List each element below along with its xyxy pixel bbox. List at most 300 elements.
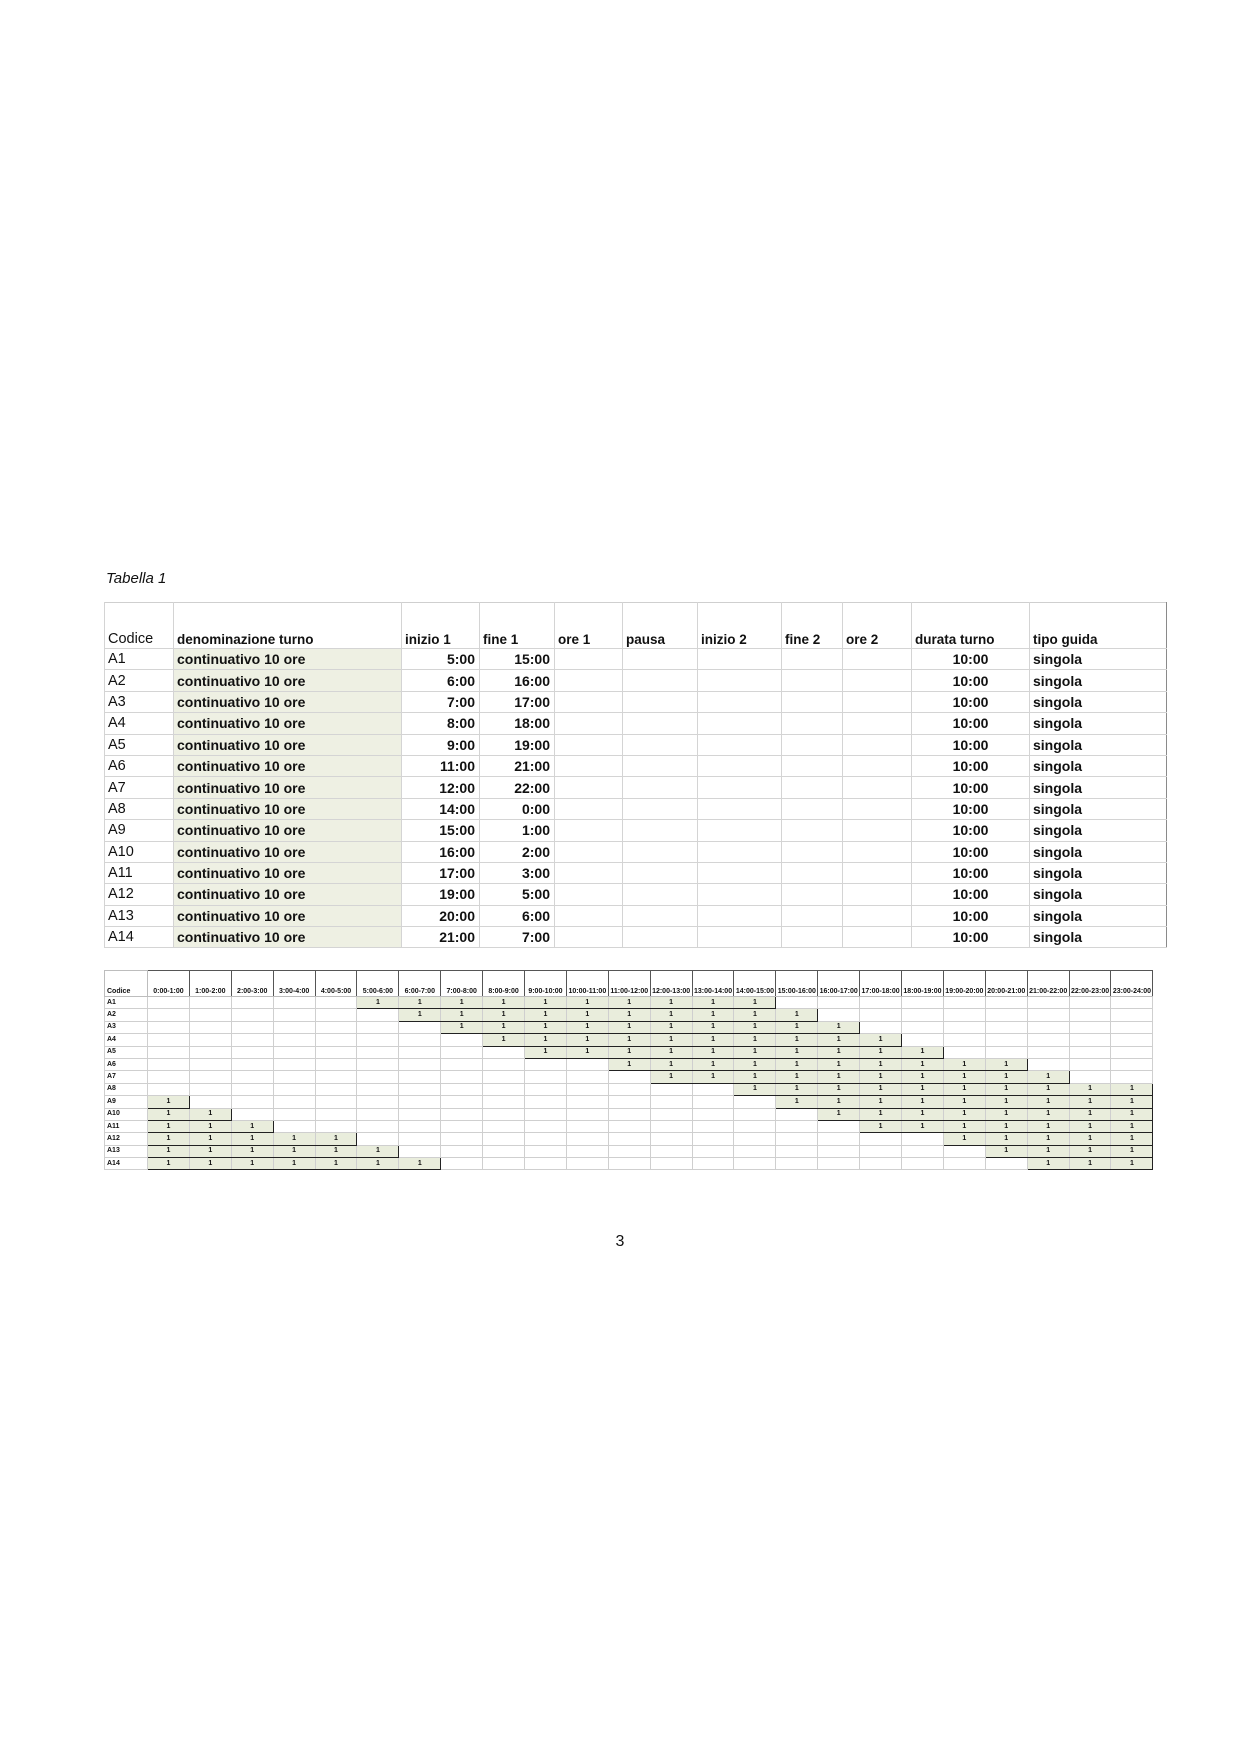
table-cell: A2 xyxy=(105,670,174,691)
table-cell: 17:00 xyxy=(402,862,480,883)
table-cell xyxy=(555,884,623,905)
table-cell: 10:00 xyxy=(912,884,1030,905)
hour-cell xyxy=(943,1009,985,1021)
hour-mark-cell: 1 xyxy=(860,1071,902,1083)
table-cell: A9 xyxy=(105,820,174,841)
hour-cell xyxy=(943,1034,985,1046)
hour-cell xyxy=(273,1083,315,1095)
header-cell: ore 1 xyxy=(555,603,623,649)
hour-cell xyxy=(608,1158,650,1170)
table-cell xyxy=(698,734,782,755)
table-cell: singola xyxy=(1030,884,1167,905)
hour-mark-cell: 1 xyxy=(985,1096,1027,1108)
hour-cell xyxy=(525,1108,567,1120)
hour-mark-cell: 1 xyxy=(818,1108,860,1120)
hour-header: 8:00-9:00 xyxy=(483,971,525,997)
hour-mark-cell: 1 xyxy=(1027,1145,1069,1157)
hour-cell xyxy=(148,997,190,1009)
hour-cell xyxy=(357,1083,399,1095)
hour-cell xyxy=(902,1133,944,1145)
hour-cell xyxy=(943,997,985,1009)
table-cell: continuativo 10 ore xyxy=(174,713,402,734)
table-cell: 2:00 xyxy=(480,841,555,862)
shift-table xyxy=(104,602,1167,948)
hour-mark-cell: 1 xyxy=(860,1083,902,1095)
table-cell xyxy=(623,841,698,862)
hour-header: 15:00-16:00 xyxy=(776,971,818,997)
table-cell xyxy=(555,691,623,712)
table-cell xyxy=(555,862,623,883)
table-cell xyxy=(843,905,912,926)
hour-mark-cell: 1 xyxy=(1069,1120,1111,1132)
hour-mark-cell: 1 xyxy=(1027,1133,1069,1145)
hour-cell xyxy=(566,1120,608,1132)
hour-cell xyxy=(734,1158,776,1170)
table-row xyxy=(105,691,1167,712)
hour-cell xyxy=(608,1120,650,1132)
hour-header: 12:00-13:00 xyxy=(650,971,692,997)
table-cell: 16:00 xyxy=(402,841,480,862)
table-cell: continuativo 10 ore xyxy=(174,905,402,926)
hour-header: 3:00-4:00 xyxy=(273,971,315,997)
hour-mark-cell: 1 xyxy=(483,997,525,1009)
hour-cell xyxy=(776,1108,818,1120)
hour-mark-cell: 1 xyxy=(357,997,399,1009)
hour-cell xyxy=(692,1096,734,1108)
hour-cell xyxy=(315,1021,357,1033)
table-cell: 17:00 xyxy=(480,691,555,712)
hour-cell xyxy=(189,1058,231,1070)
hour-cell xyxy=(441,1108,483,1120)
hour-cell xyxy=(315,997,357,1009)
hour-mark-cell: 1 xyxy=(315,1133,357,1145)
coverage-header-row xyxy=(105,971,1153,997)
hour-cell xyxy=(818,1009,860,1021)
hour-header: 2:00-3:00 xyxy=(231,971,273,997)
hour-mark-cell: 1 xyxy=(860,1046,902,1058)
hour-cell xyxy=(608,1145,650,1157)
hour-mark-cell: 1 xyxy=(650,1009,692,1021)
hour-cell xyxy=(273,1021,315,1033)
hour-mark-cell: 1 xyxy=(399,1158,441,1170)
hour-cell xyxy=(399,1083,441,1095)
table-cell xyxy=(782,927,843,948)
hour-mark-cell: 1 xyxy=(650,997,692,1009)
hour-cell xyxy=(985,1009,1027,1021)
hour-mark-cell: 1 xyxy=(231,1133,273,1145)
hour-cell xyxy=(1027,1034,1069,1046)
coverage-row xyxy=(105,1009,1153,1021)
table-cell: 10:00 xyxy=(912,905,1030,926)
hour-cell xyxy=(1111,997,1153,1009)
table-cell xyxy=(843,670,912,691)
hour-mark-cell: 1 xyxy=(566,1009,608,1021)
hour-cell xyxy=(399,1046,441,1058)
hour-cell xyxy=(566,1083,608,1095)
table-cell: 10:00 xyxy=(912,862,1030,883)
hour-mark-cell: 1 xyxy=(734,1034,776,1046)
hour-cell xyxy=(902,1158,944,1170)
hour-mark-cell: 1 xyxy=(1111,1158,1153,1170)
hour-mark-cell: 1 xyxy=(273,1133,315,1145)
row-code: A5 xyxy=(105,1046,148,1058)
hour-mark-cell: 1 xyxy=(1069,1145,1111,1157)
hour-cell xyxy=(1027,1058,1069,1070)
hour-header: 1:00-2:00 xyxy=(189,971,231,997)
hour-mark-cell: 1 xyxy=(566,1034,608,1046)
hour-cell xyxy=(399,1133,441,1145)
hour-cell xyxy=(399,1071,441,1083)
hour-cell xyxy=(734,1145,776,1157)
hour-mark-cell: 1 xyxy=(148,1096,190,1108)
hour-cell xyxy=(566,1133,608,1145)
row-code: A6 xyxy=(105,1058,148,1070)
row-code: A14 xyxy=(105,1158,148,1170)
table-cell xyxy=(555,820,623,841)
table-cell: 6:00 xyxy=(480,905,555,926)
coverage-row xyxy=(105,997,1153,1009)
table-cell xyxy=(555,841,623,862)
hour-cell xyxy=(692,1083,734,1095)
table-cell xyxy=(698,755,782,776)
table-cell: singola xyxy=(1030,777,1167,798)
hour-cell xyxy=(608,1133,650,1145)
table-cell xyxy=(555,734,623,755)
hour-cell xyxy=(566,1058,608,1070)
table-cell: 10:00 xyxy=(912,649,1030,670)
table-cell xyxy=(843,734,912,755)
hour-mark-cell: 1 xyxy=(566,1021,608,1033)
coverage-row xyxy=(105,1133,1153,1145)
table-cell xyxy=(698,777,782,798)
table-cell: A12 xyxy=(105,884,174,905)
table-row xyxy=(105,798,1167,819)
hour-cell xyxy=(650,1083,692,1095)
hour-mark-cell: 1 xyxy=(985,1071,1027,1083)
table-cell xyxy=(623,927,698,948)
table-cell xyxy=(698,927,782,948)
hour-cell xyxy=(231,1046,273,1058)
hour-header: 23:00-24:00 xyxy=(1111,971,1153,997)
table-cell: 10:00 xyxy=(912,777,1030,798)
hour-cell xyxy=(818,1145,860,1157)
table-row xyxy=(105,905,1167,926)
hour-mark-cell: 1 xyxy=(273,1145,315,1157)
hour-cell xyxy=(608,1108,650,1120)
hour-cell xyxy=(692,1145,734,1157)
table-cell: 19:00 xyxy=(402,884,480,905)
table-cell: A8 xyxy=(105,798,174,819)
table-cell: 10:00 xyxy=(912,670,1030,691)
table-cell: 11:00 xyxy=(402,755,480,776)
header-cell: tipo guida xyxy=(1030,603,1167,649)
hour-cell xyxy=(985,1158,1027,1170)
hour-mark-cell: 1 xyxy=(902,1096,944,1108)
table-cell: singola xyxy=(1030,649,1167,670)
hour-cell xyxy=(608,1096,650,1108)
hour-mark-cell: 1 xyxy=(1069,1108,1111,1120)
code-header: Codice xyxy=(105,971,148,997)
hour-cell xyxy=(148,1034,190,1046)
hour-mark-cell: 1 xyxy=(943,1120,985,1132)
row-code: A10 xyxy=(105,1108,148,1120)
hour-cell xyxy=(441,1071,483,1083)
hour-cell xyxy=(441,1034,483,1046)
hour-mark-cell: 1 xyxy=(692,1058,734,1070)
hour-cell xyxy=(441,1145,483,1157)
hour-mark-cell: 1 xyxy=(818,1071,860,1083)
hour-header: 0:00-1:00 xyxy=(148,971,190,997)
hour-mark-cell: 1 xyxy=(148,1145,190,1157)
hour-mark-cell: 1 xyxy=(902,1120,944,1132)
hour-cell xyxy=(650,1158,692,1170)
hour-mark-cell: 1 xyxy=(776,1046,818,1058)
hour-mark-cell: 1 xyxy=(315,1145,357,1157)
hour-mark-cell: 1 xyxy=(1111,1108,1153,1120)
table-cell: 18:00 xyxy=(480,713,555,734)
hour-mark-cell: 1 xyxy=(483,1021,525,1033)
hour-cell xyxy=(231,1071,273,1083)
hour-cell xyxy=(650,1096,692,1108)
hour-mark-cell: 1 xyxy=(776,1009,818,1021)
hour-cell xyxy=(189,1096,231,1108)
hour-mark-cell: 1 xyxy=(650,1071,692,1083)
table-cell xyxy=(782,905,843,926)
hour-header: 18:00-19:00 xyxy=(902,971,944,997)
table-row xyxy=(105,841,1167,862)
hour-header: 13:00-14:00 xyxy=(692,971,734,997)
coverage-row xyxy=(105,1158,1153,1170)
hour-mark-cell: 1 xyxy=(860,1058,902,1070)
table-cell xyxy=(698,905,782,926)
header-cell: fine 1 xyxy=(480,603,555,649)
table-cell: 10:00 xyxy=(912,927,1030,948)
hour-cell xyxy=(943,1021,985,1033)
hour-mark-cell: 1 xyxy=(860,1034,902,1046)
hour-mark-cell: 1 xyxy=(525,997,567,1009)
hour-mark-cell: 1 xyxy=(189,1108,231,1120)
hour-cell xyxy=(189,1009,231,1021)
hour-mark-cell: 1 xyxy=(1027,1108,1069,1120)
hour-cell xyxy=(399,1145,441,1157)
hour-cell xyxy=(985,1021,1027,1033)
hour-cell xyxy=(231,1021,273,1033)
hour-cell xyxy=(315,1046,357,1058)
table-cell: continuativo 10 ore xyxy=(174,820,402,841)
hour-mark-cell: 1 xyxy=(148,1108,190,1120)
hour-cell xyxy=(902,1021,944,1033)
hour-cell xyxy=(231,1096,273,1108)
hour-mark-cell: 1 xyxy=(734,1058,776,1070)
hour-mark-cell: 1 xyxy=(189,1145,231,1157)
hour-header: 16:00-17:00 xyxy=(818,971,860,997)
hour-cell xyxy=(1111,1071,1153,1083)
coverage-row xyxy=(105,1120,1153,1132)
hour-mark-cell: 1 xyxy=(525,1009,567,1021)
hour-mark-cell: 1 xyxy=(692,1021,734,1033)
hour-cell xyxy=(357,1096,399,1108)
table-cell xyxy=(555,713,623,734)
row-code: A3 xyxy=(105,1021,148,1033)
row-code: A2 xyxy=(105,1009,148,1021)
hour-header: 14:00-15:00 xyxy=(734,971,776,997)
hour-mark-cell: 1 xyxy=(441,997,483,1009)
hour-cell xyxy=(483,1083,525,1095)
hour-mark-cell: 1 xyxy=(650,1021,692,1033)
table-cell xyxy=(782,841,843,862)
hour-mark-cell: 1 xyxy=(692,997,734,1009)
hour-cell xyxy=(734,1096,776,1108)
hour-cell xyxy=(1027,1046,1069,1058)
table-cell xyxy=(782,862,843,883)
hour-cell xyxy=(734,1133,776,1145)
hour-mark-cell: 1 xyxy=(608,1034,650,1046)
table-cell: A13 xyxy=(105,905,174,926)
row-code: A12 xyxy=(105,1133,148,1145)
hour-mark-cell: 1 xyxy=(1027,1120,1069,1132)
table-cell xyxy=(555,927,623,948)
hour-cell xyxy=(315,1058,357,1070)
table-cell: 14:00 xyxy=(402,798,480,819)
table-cell: 16:00 xyxy=(480,670,555,691)
hour-cell xyxy=(357,1108,399,1120)
hour-cell xyxy=(734,1120,776,1132)
hour-cell xyxy=(1027,1021,1069,1033)
table-cell xyxy=(843,862,912,883)
table-cell xyxy=(782,884,843,905)
row-code: A11 xyxy=(105,1120,148,1132)
hour-mark-cell: 1 xyxy=(985,1120,1027,1132)
hour-cell xyxy=(357,1120,399,1132)
table-cell xyxy=(843,691,912,712)
hour-mark-cell: 1 xyxy=(1027,1071,1069,1083)
hour-mark-cell: 1 xyxy=(818,1021,860,1033)
hour-mark-cell: 1 xyxy=(818,1046,860,1058)
hour-cell xyxy=(483,1145,525,1157)
hour-cell xyxy=(273,1108,315,1120)
hour-cell xyxy=(860,997,902,1009)
table-cell: A3 xyxy=(105,691,174,712)
hour-header: 17:00-18:00 xyxy=(860,971,902,997)
hour-mark-cell: 1 xyxy=(189,1133,231,1145)
table-cell: 15:00 xyxy=(402,820,480,841)
hour-cell xyxy=(734,1108,776,1120)
hour-cell xyxy=(441,1083,483,1095)
hour-cell xyxy=(1111,1046,1153,1058)
coverage-row xyxy=(105,1071,1153,1083)
hour-cell xyxy=(902,997,944,1009)
hour-mark-cell: 1 xyxy=(734,1009,776,1021)
hour-cell xyxy=(776,1145,818,1157)
hour-cell xyxy=(357,1071,399,1083)
hour-mark-cell: 1 xyxy=(525,1046,567,1058)
hour-cell xyxy=(525,1096,567,1108)
table-cell xyxy=(623,905,698,926)
table-cell: continuativo 10 ore xyxy=(174,862,402,883)
table-cell: 20:00 xyxy=(402,905,480,926)
table-cell: A7 xyxy=(105,777,174,798)
hour-mark-cell: 1 xyxy=(525,1021,567,1033)
table-cell xyxy=(555,905,623,926)
hour-cell xyxy=(399,1108,441,1120)
hour-mark-cell: 1 xyxy=(608,997,650,1009)
hour-mark-cell: 1 xyxy=(1069,1158,1111,1170)
hour-mark-cell: 1 xyxy=(483,1009,525,1021)
hour-cell xyxy=(1069,1058,1111,1070)
table-cell xyxy=(623,862,698,883)
header-cell: fine 2 xyxy=(782,603,843,649)
hour-mark-cell: 1 xyxy=(776,1083,818,1095)
table-cell: A14 xyxy=(105,927,174,948)
header-cell: denominazione turno xyxy=(174,603,402,649)
table-cell xyxy=(698,691,782,712)
hour-cell xyxy=(148,1021,190,1033)
hour-cell xyxy=(273,1009,315,1021)
table-cell: 12:00 xyxy=(402,777,480,798)
row-code: A9 xyxy=(105,1096,148,1108)
table-cell xyxy=(623,649,698,670)
hour-cell xyxy=(315,1071,357,1083)
header-cell: pausa xyxy=(623,603,698,649)
hour-mark-cell: 1 xyxy=(273,1158,315,1170)
hour-mark-cell: 1 xyxy=(231,1158,273,1170)
hour-cell xyxy=(483,1108,525,1120)
hour-mark-cell: 1 xyxy=(776,1058,818,1070)
hour-mark-cell: 1 xyxy=(483,1034,525,1046)
coverage-row xyxy=(105,1083,1153,1095)
hour-mark-cell: 1 xyxy=(818,1083,860,1095)
hour-cell xyxy=(231,1108,273,1120)
table-cell xyxy=(555,755,623,776)
table-cell xyxy=(623,670,698,691)
hour-cell xyxy=(399,1096,441,1108)
hour-cell xyxy=(1069,1034,1111,1046)
table-cell: 10:00 xyxy=(912,798,1030,819)
hour-mark-cell: 1 xyxy=(1027,1158,1069,1170)
table-cell xyxy=(623,820,698,841)
table-cell: 8:00 xyxy=(402,713,480,734)
hour-cell xyxy=(1111,1034,1153,1046)
hour-cell xyxy=(692,1133,734,1145)
hour-mark-cell: 1 xyxy=(734,1046,776,1058)
hour-cell xyxy=(231,1034,273,1046)
hour-mark-cell: 1 xyxy=(650,1034,692,1046)
header-cell: ore 2 xyxy=(843,603,912,649)
hour-cell xyxy=(273,1034,315,1046)
hour-header: 11:00-12:00 xyxy=(608,971,650,997)
table-cell: 7:00 xyxy=(402,691,480,712)
hour-cell xyxy=(650,1133,692,1145)
hour-cell xyxy=(860,1158,902,1170)
hour-cell xyxy=(943,1158,985,1170)
hour-cell xyxy=(818,1158,860,1170)
table-row xyxy=(105,670,1167,691)
hour-cell xyxy=(399,1021,441,1033)
hour-mark-cell: 1 xyxy=(608,1058,650,1070)
hour-cell xyxy=(943,1145,985,1157)
hour-cell xyxy=(315,1108,357,1120)
hour-mark-cell: 1 xyxy=(818,1096,860,1108)
hour-cell xyxy=(189,1071,231,1083)
table-row xyxy=(105,734,1167,755)
hour-mark-cell: 1 xyxy=(1111,1133,1153,1145)
hour-cell xyxy=(525,1158,567,1170)
table-row xyxy=(105,927,1167,948)
row-code: A8 xyxy=(105,1083,148,1095)
table-cell: singola xyxy=(1030,862,1167,883)
table-cell xyxy=(843,841,912,862)
hour-cell xyxy=(357,1058,399,1070)
